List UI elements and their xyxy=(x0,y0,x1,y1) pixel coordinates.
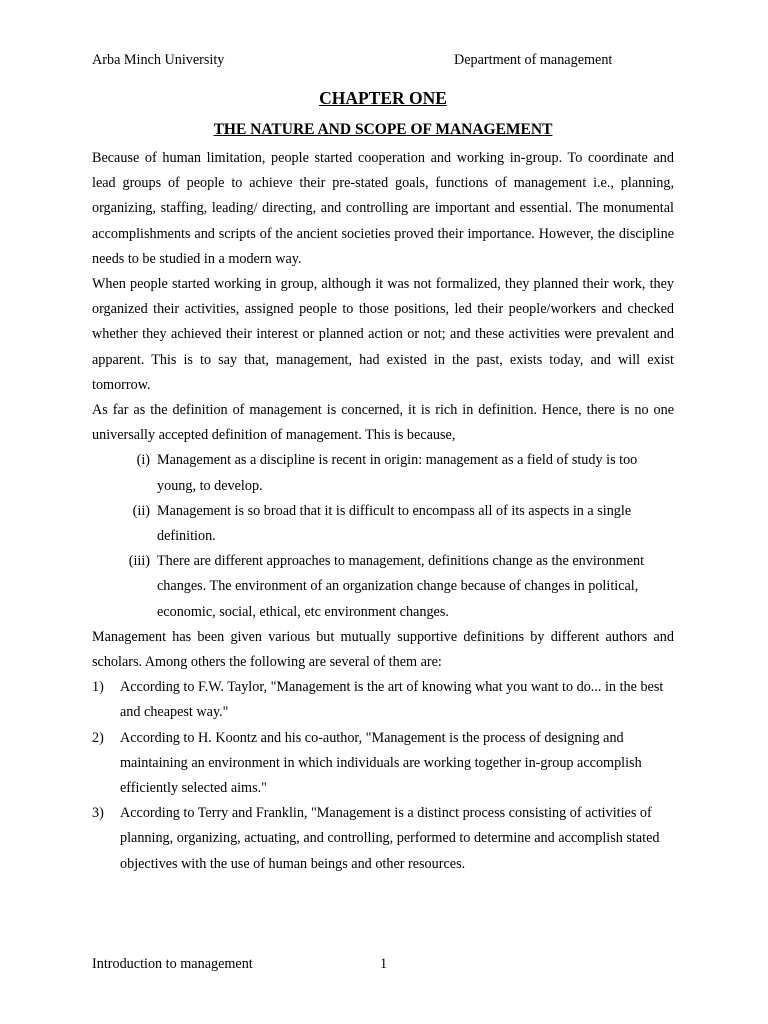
document-body xyxy=(92,146,674,877)
list-item xyxy=(92,499,674,549)
footer-course-title: Introduction to management xyxy=(92,956,253,972)
list-item xyxy=(92,675,674,725)
list-item-number: 3) xyxy=(92,805,104,822)
list-item-number: (ii) xyxy=(132,502,150,519)
list-item-text: Management as a discipline is recent in origin: management as a field of study is too young, to develop. xyxy=(157,452,638,494)
page-footer xyxy=(92,956,674,974)
paragraph-intro: Because of human limitation, people started cooperation and working in-group. To coordinate and lead groups of people to achieve their pre-stated goals, functions of management i.e., planning, organizing, staffing, leading/ directing, and controlling are important and essential. The monumental accomplishments and scripts of the ancient societies proved their importance. However, the discipline needs to be studied in a modern way. xyxy=(92,150,674,267)
chapter-title: CHAPTER ONE xyxy=(319,88,447,108)
definitions-list xyxy=(92,675,674,877)
list-item xyxy=(92,549,674,625)
paragraph-history: When people started working in group, although it was not formalized, they planned their work, they organized their activities, assigned people to those positions, led their people/workers and checked whether they achieved their interest or planned action or not; and these activities were prevalent and apparent. This is to say that, management, had existed in the past, exists today, and will exist tomorrow. xyxy=(92,276,674,393)
paragraph-definitions-intro: Management has been given various but mutually supportive definitions by different authors and scholars. Among others the following are several of them are: xyxy=(92,628,674,671)
reasons-list xyxy=(92,448,674,624)
chapter-subtitle: THE NATURE AND SCOPE OF MANAGEMENT xyxy=(213,121,553,138)
list-item xyxy=(92,726,674,802)
header-department: Department of management xyxy=(454,52,613,68)
list-item-text: Management is so broad that it is difficult to encompass all of its aspects in a single definition. xyxy=(157,502,632,545)
list-item-number: (iii) xyxy=(128,553,150,570)
list-item-number: 1) xyxy=(92,679,104,696)
list-item-number: (i) xyxy=(136,452,150,469)
list-item-number: 2) xyxy=(92,729,104,746)
page-header xyxy=(92,52,674,70)
list-item-text: According to Terry and Franklin, "Management is a distinct process consisting of activities of planning, organizing, actuating, and controlling, performed to determine and accomplish stated objectives with the use of human beings and other resources. xyxy=(120,805,660,872)
document-page xyxy=(92,0,674,1024)
page-number: 1 xyxy=(380,956,388,972)
list-item-text: According to F.W. Taylor, "Management is the art of knowing what you want to do... in the best and cheapest way." xyxy=(120,679,664,721)
list-item xyxy=(92,448,674,498)
header-university: Arba Minch University xyxy=(92,52,225,68)
paragraph-definition-intro: As far as the definition of management is concerned, it is rich in definition. Hence, there is no one universally accepted definition of management. This is because, xyxy=(92,402,674,444)
list-item-text: According to H. Koontz and his co-author, "Management is the process of designing and maintaining an environment in which individuals are working together in-group accomplish efficiently selected aims." xyxy=(120,729,642,797)
list-item xyxy=(92,801,674,877)
list-item-text: There are different approaches to management, definitions change as the environment changes. The environment of an organization change because of changes in political, economic, social, ethical, etc environment changes. xyxy=(157,553,645,620)
